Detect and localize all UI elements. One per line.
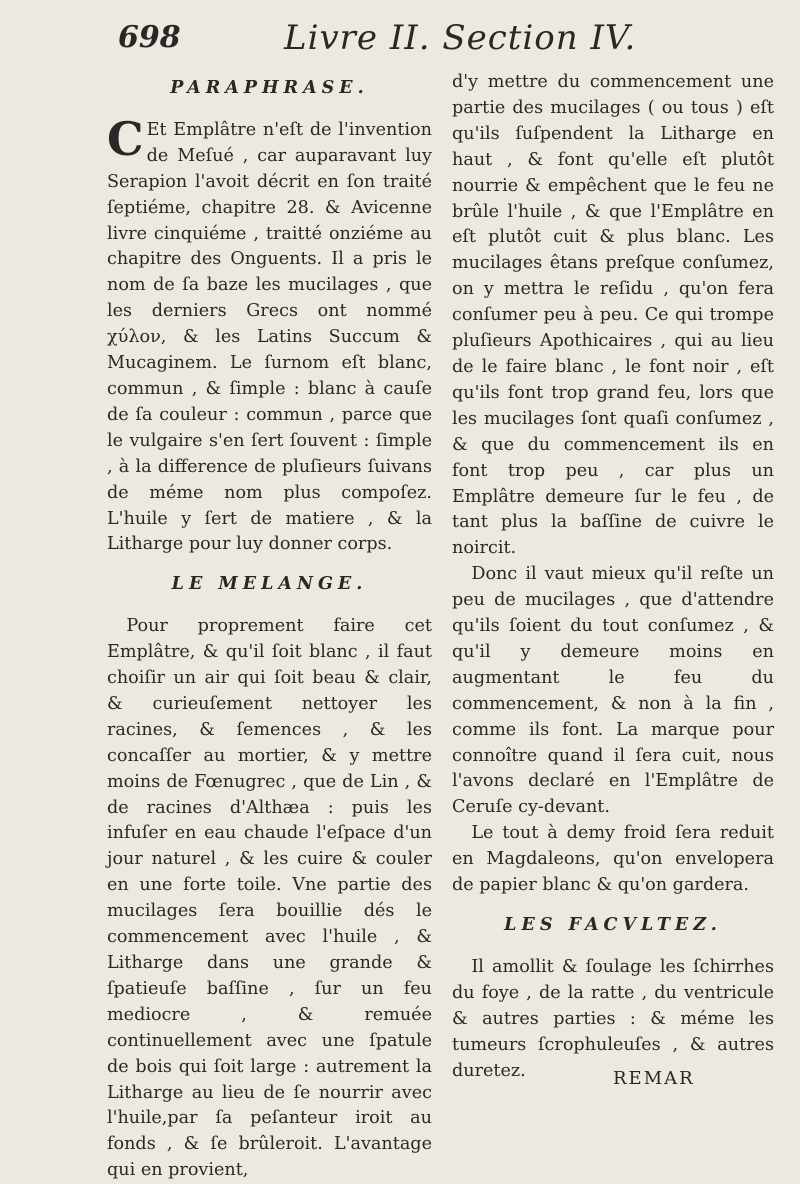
paragraph-magdaleons: Le tout à demy froid ſera reduit en Magdaleons, qu'on envelopera de papier blanc & qu'on gardera. [452, 823, 774, 896]
paragraph-paraphrase [107, 111, 432, 558]
paragraph-melange: Pour proprement faire cet Emplâtre, & qu'il ſoit blanc , il faut choiſir un air qui ſoit beau & clair, & curieuſement nettoyer les racines, & ſemences , & les concaſſer au mortier, & y mettre moins de Fœnugrec , que de Lin , & de racines d'Althæa : puis les infuſer en eau chaude l'eſpace d'un jour naturel , & les cuire & couler en une forte toile. Vne partie des mucilages ſera bouillie dés le commencement avec l'huile , & Litharge dans une grande & ſpatieuſe baſſine , ſur un feu mediocre , & remuée continuellement avec une ſpatule de bois qui ſoit large : autrement la Litharge au lieu de ſe nourrir avec l'huile,par ſa peſanteur iroit au fonds , & ſe brûleroit. L'avantage qui en provient, [107, 616, 432, 1181]
heading-melange: LE MELANGE. [171, 574, 368, 595]
paragraph-continuation: d'y mettre du commencement une partie des mucilages ( ou tous ) eſt qu'ils ſuſpendent la Litharge en haut , & font qu'elle eſt plutôt nourrie & empêchent que le feu ne brûle l'huile , & que l'Emplâtre en eſt plutôt cuit & plus blanc. Les mucilages êtans preſque conſumez, on y mettra le reſidu , qu'on fera conſumer peu à peu. Ce qui trompe pluſieurs Apothicaires , qui au lieu de le faire blanc , le font noir , eſt qu'ils font trop grand feu, lors que les mucilages ſont quaſi conſumez , & que du commencement ils en font trop peu , car plus un Emplâtre demeure ſur le feu , de tant plus la baſſine de cuivre le noircit. [452, 72, 774, 559]
heading-paraphrase: PARAPHRASE. [170, 78, 369, 98]
drop-cap: C [107, 111, 144, 166]
running-title: Livre II. Section IV. [284, 18, 637, 58]
right-column [452, 70, 774, 1084]
paragraph-donc: Donc il vaut mieux qu'il reſte un peu de mucilages , que d'attendre qu'ils ſoient du tout conſumez , & qu'il y demeure moins en augmentant le feu du commencement, & non à la fin , comme ils font. La marque pour connoître quand il ſera cuit, nous l'avons declaré en l'Emplâtre de Ceruſe cy-devant. [452, 564, 774, 818]
paragraph-facultez: Il amollit & ſoulage les ſchirrhes du foye , de la ratte , du ventricule & autres parties : & méme les tumeurs ſcrophuleuſes , & autres duretez. [452, 956, 774, 1081]
paragraph-paraphrase-text: Et Emplâtre n'eſt de l'invention de Meſué , car auparavant luy Serapion l'avoit décrit en ſon traité ſeptiéme, chapitre 28. & Avicenne livre cinquiéme , traitté onziéme au chapitre des Onguents. Il a pris le nom de ſa baze les mucilages , que les derniers Grecs ont nommé χύλον, & les Latins Succum & Mucaginem. Le ſurnom eſt blanc, commun , & ſimple : blanc à cauſe de ſa couleur : commun , parce que le vulgaire s'en ſert ſouvent : ſimple , à la difference de pluſieurs ſuivans de méme nom plus compoſez. L'huile y ſert de matiere , & la Litharge pour luy donner corps. [107, 119, 432, 555]
left-column [107, 70, 432, 1184]
page-number: 698 [118, 20, 181, 55]
catchword: REMAR [613, 1068, 695, 1089]
heading-facultez: LES FACVLTEZ. [504, 915, 722, 935]
page-header [0, 18, 800, 62]
